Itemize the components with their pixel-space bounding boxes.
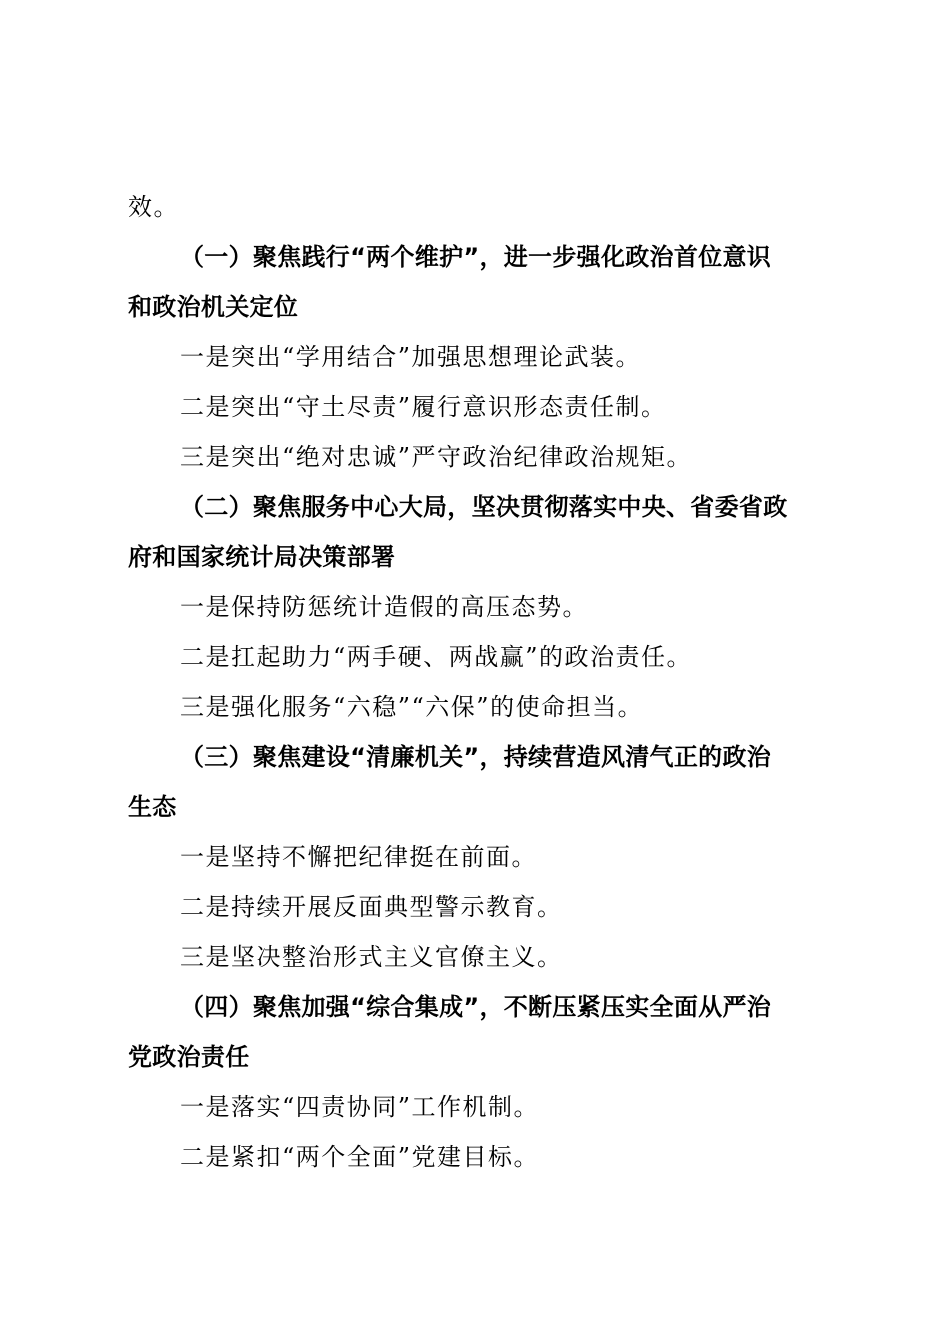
section-heading: （四）聚焦加强“综合集成”，不断压紧压实全面从严治 <box>180 993 772 1021</box>
list-item: 二是紧扣“两个全面”党建目标。 <box>180 1143 540 1171</box>
section-heading-continued: 和政治机关定位 <box>128 293 299 321</box>
document-body <box>128 182 832 1182</box>
list-item: 三是坚决整治形式主义官僚主义。 <box>180 943 563 971</box>
list-item: 二是扛起助力“两手硬、两战赢”的政治责任。 <box>180 643 693 671</box>
list-item: 一是突出“学用结合”加强思想理论武装。 <box>180 343 642 371</box>
continuation-text: 效。 <box>128 193 179 221</box>
section-heading-continued: 生态 <box>128 793 177 821</box>
list-item: 一是落实“四责协同”工作机制。 <box>180 1093 540 1121</box>
list-item: 三是突出“绝对忠诚”严守政治纪律政治规矩。 <box>180 443 693 471</box>
list-item: 二是持续开展反面典型警示教育。 <box>180 893 563 921</box>
section-heading: （一）聚焦践行“两个维护”，进一步强化政治首位意识 <box>180 243 772 271</box>
list-item: 二是突出“守土尽责”履行意识形态责任制。 <box>180 393 667 421</box>
section-heading-continued: 党政治责任 <box>128 1043 250 1071</box>
section-heading: （三）聚焦建设“清廉机关”，持续营造风清气正的政治 <box>180 743 772 771</box>
list-item: 三是强化服务“六稳”“六保”的使命担当。 <box>180 693 644 721</box>
section-heading-continued: 府和国家统计局决策部署 <box>128 543 396 571</box>
section-4 <box>128 982 832 1182</box>
section-heading: （二）聚焦服务中心大局，坚决贯彻落实中央、省委省政 <box>180 493 788 521</box>
list-item: 一是保持防惩统计造假的高压态势。 <box>180 593 588 621</box>
section-3 <box>128 732 832 982</box>
list-item: 一是坚持不懈把纪律挺在前面。 <box>180 843 537 871</box>
section-2 <box>128 482 832 732</box>
section-1 <box>128 232 832 482</box>
